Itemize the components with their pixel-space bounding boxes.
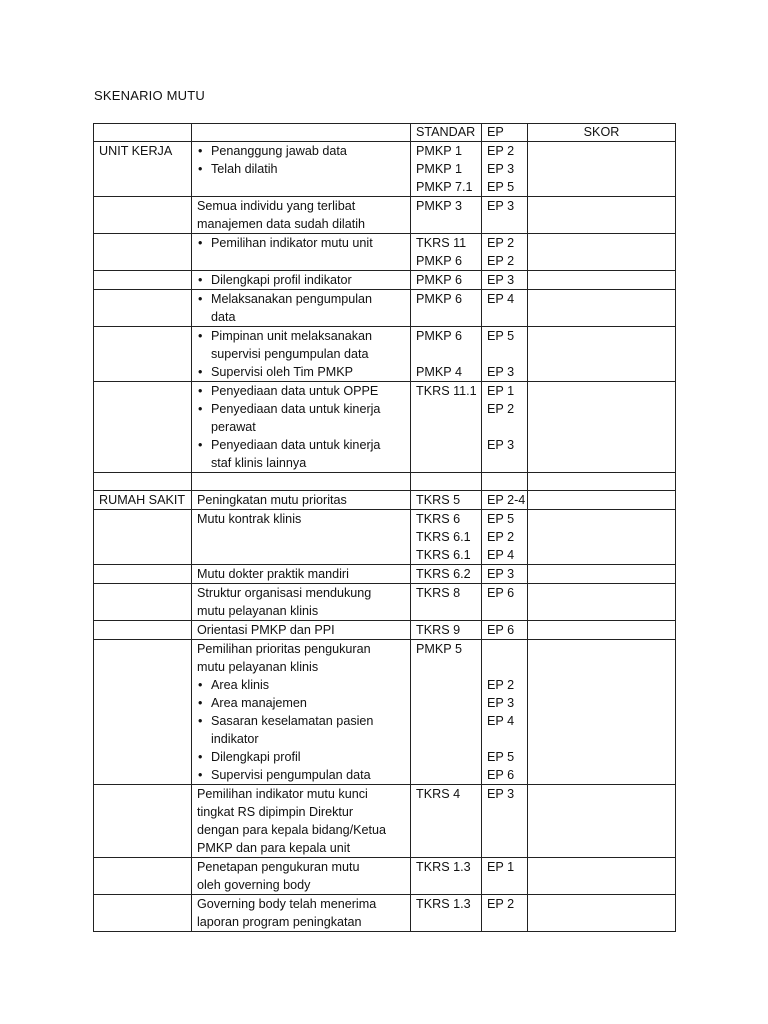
table-row [94,895,676,932]
section-label [94,584,192,621]
section-label: RUMAH SAKIT [94,491,192,510]
header-col1 [94,124,192,142]
section-label [94,271,192,290]
standar-cell [411,565,482,584]
ep-cell [482,785,528,858]
ep-cell [482,510,528,565]
skor-cell[interactable] [528,895,676,932]
quality-scenario-table [93,123,676,932]
empty-cell [411,473,482,491]
empty-cell [482,473,528,491]
standar-cell [411,895,482,932]
bullet-item: • Penanggung jawab data [197,142,405,160]
table-row [94,510,676,565]
empty-cell [192,473,411,491]
activity-cell [192,621,411,640]
section-label [94,327,192,382]
standar-value: TKRS 11 [416,236,467,250]
ep-cell [482,858,528,895]
bullet-item: • Dilengkapi profil [197,748,405,766]
table-row [94,271,676,290]
standar-cell [411,290,482,327]
activity-text: Semua individu yang terlibat [197,199,356,213]
skor-cell[interactable] [528,327,676,382]
ep-cell [482,327,528,382]
standar-value: PMKP 4 [416,365,462,379]
activity-cell [192,640,411,785]
header-row [94,124,676,142]
standar-value: TKRS 4 [416,787,461,801]
table-row [94,234,676,271]
skor-cell[interactable] [528,565,676,584]
table-row [94,858,676,895]
section-label: UNIT KERJA [94,142,192,197]
ep-value: EP 1 [487,860,515,874]
activity-text: Mutu kontrak klinis [197,512,302,526]
ep-value: EP 3 [487,696,515,710]
table-row [94,640,676,785]
bullet-item [197,436,405,472]
standar-value: TKRS 6.1 [416,548,471,562]
ep-cell [482,290,528,327]
bullet-text: • Penyediaan data untuk kinerja [211,402,381,416]
ep-value: EP 3 [487,787,515,801]
table-row [94,382,676,473]
bullet-item: • Dilengkapi profil indikator [197,271,405,289]
standar-value: PMKP 6 [416,254,462,268]
standar-cell [411,142,482,197]
section-label [94,290,192,327]
standar-cell [411,327,482,382]
standar-cell [411,785,482,858]
standar-value: PMKP 3 [416,199,462,213]
ep-cell [482,621,528,640]
bullet-item: • Area manajemen [197,694,405,712]
ep-cell [482,491,528,510]
ep-value [487,418,522,436]
standar-value: TKRS 9 [416,623,461,637]
section-label [94,510,192,565]
bullet-item: • Area klinis [197,676,405,694]
activity-cell [192,858,411,895]
ep-value: EP 2 [487,678,515,692]
bullet-item [197,400,405,436]
activity-cell [192,327,411,382]
bullet-text: • Sasaran keselamatan pasien [211,714,374,728]
bullet-text: staf klinis lainnya [211,456,307,470]
bullet-text: supervisi pengumpulan data [211,347,369,361]
bullet-text: data [211,310,236,324]
activity-cell [192,510,411,565]
ep-value [487,345,522,363]
standar-value: PMKP 1 [416,162,462,176]
ep-value: EP 2-4 [487,493,526,507]
activity-cell [192,142,411,197]
table-row [94,327,676,382]
skor-cell[interactable] [528,234,676,271]
activity-text: PMKP dan para kepala unit [197,841,351,855]
standar-value: PMKP 6 [416,329,462,343]
table-row [94,584,676,621]
skor-cell[interactable] [528,197,676,234]
standar-value: TKRS 1.3 [416,897,471,911]
section-label [94,234,192,271]
table-row [94,565,676,584]
header-skor: SKOR [528,124,676,142]
skor-cell[interactable] [528,621,676,640]
standar-cell [411,197,482,234]
activity-cell [192,234,411,271]
standar-value: TKRS 6 [416,512,461,526]
activity-cell [192,565,411,584]
standar-value: PMKP 6 [416,292,462,306]
activity-text: Pemilihan indikator mutu kunci [197,787,368,801]
activity-text: Struktur organisasi mendukung [197,586,372,600]
ep-value: EP 5 [487,329,515,343]
skor-cell[interactable] [528,858,676,895]
ep-value: EP 3 [487,365,515,379]
activity-cell [192,491,411,510]
bullet-item [197,712,405,748]
standar-value: TKRS 6.2 [416,567,471,581]
ep-value: EP 6 [487,623,515,637]
standar-cell [411,640,482,785]
ep-value: EP 5 [487,750,515,764]
ep-value: EP 3 [487,567,515,581]
bullet-item: • Telah dilatih [197,160,405,178]
header-standar: STANDAR [411,124,482,142]
section-label [94,197,192,234]
activity-text: mutu pelayanan klinis [197,660,319,674]
ep-cell [482,640,528,785]
ep-value: EP 2 [487,144,515,158]
section-label [94,621,192,640]
ep-value: EP 3 [487,162,515,176]
skor-cell[interactable] [528,142,676,197]
standar-cell [411,621,482,640]
bullet-item: • Penyediaan data untuk OPPE [197,382,405,400]
bullet-text: perawat [211,420,256,434]
ep-value: EP 4 [487,548,515,562]
activity-text: Orientasi PMKP dan PPI [197,623,335,637]
ep-cell [482,271,528,290]
activity-cell [192,197,411,234]
bullet-item [197,327,405,363]
ep-value: EP 5 [487,512,515,526]
ep-value: EP 4 [487,714,515,728]
ep-value: EP 2 [487,236,515,250]
skor-cell[interactable] [528,271,676,290]
standar-value: TKRS 5 [416,493,461,507]
table-row [94,290,676,327]
standar-cell [411,382,482,473]
standar-value: TKRS 8 [416,586,461,600]
ep-cell [482,234,528,271]
ep-value: EP 2 [487,530,515,544]
section-label [94,382,192,473]
skor-cell[interactable] [528,290,676,327]
bullet-item: • Supervisi pengumpulan data [197,766,405,784]
bullet-item [197,290,405,326]
standar-cell [411,510,482,565]
activity-cell [192,290,411,327]
ep-cell [482,565,528,584]
ep-value: EP 3 [487,273,515,287]
ep-value: EP 2 [487,402,515,416]
ep-cell [482,197,528,234]
ep-value: EP 2 [487,254,515,268]
header-ep: EP [482,124,528,142]
skor-cell[interactable] [528,510,676,565]
section-label [94,858,192,895]
activity-text: tingkat RS dipimpin Direktur [197,805,354,819]
ep-value: EP 1 [487,384,515,398]
empty-cell [94,473,192,491]
ep-value: EP 2 [487,897,515,911]
skor-cell[interactable] [528,382,676,473]
bullet-item: • Pemilihan indikator mutu unit [197,234,405,252]
document-title: SKENARIO MUTU [94,88,205,103]
standar-value: PMKP 7.1 [416,180,473,194]
bullet-text: • Penyediaan data untuk kinerja [211,438,381,452]
ep-value: EP 3 [487,438,515,452]
standar-cell [411,858,482,895]
section-label [94,640,192,785]
activity-cell [192,271,411,290]
activity-text: mutu pelayanan klinis [197,604,319,618]
activity-cell [192,584,411,621]
ep-value [487,658,522,676]
activity-text: oleh governing body [197,878,311,892]
ep-cell [482,895,528,932]
activity-text: laporan program peningkatan [197,915,362,929]
standar-value: TKRS 6.1 [416,530,471,544]
ep-cell [482,382,528,473]
empty-cell [528,473,676,491]
standar-value: TKRS 1.3 [416,860,471,874]
ep-value: EP 5 [487,180,515,194]
ep-value: EP 4 [487,292,515,306]
bullet-item: • Supervisi oleh Tim PMKP [197,363,405,381]
standar-cell [411,491,482,510]
standar-value: PMKP 5 [416,642,462,656]
activity-text: Penetapan pengukuran mutu [197,860,360,874]
ep-value [487,640,522,658]
table-row [94,621,676,640]
table-row [94,197,676,234]
standar-value: TKRS 11.1 [416,384,477,398]
activity-text: manajemen data sudah dilatih [197,217,366,231]
section-label [94,895,192,932]
standar-value: PMKP 1 [416,144,462,158]
bullet-text: indikator [211,732,259,746]
section-label [94,565,192,584]
skor-cell[interactable] [528,491,676,510]
ep-cell [482,142,528,197]
bullet-text: • Pimpinan unit melaksanakan [211,329,373,343]
activity-text: Peningkatan mutu prioritas [197,493,347,507]
standar-cell [411,234,482,271]
empty-row [94,473,676,491]
ep-value [487,730,522,748]
skor-cell[interactable] [528,640,676,785]
table-row [94,142,676,197]
standar-cell [411,584,482,621]
activity-text: Pemilihan prioritas pengukuran [197,642,371,656]
table-row [94,785,676,858]
ep-value: EP 6 [487,586,515,600]
activity-cell [192,382,411,473]
table-row [94,491,676,510]
standar-value: PMKP 6 [416,273,462,287]
section-label [94,785,192,858]
ep-value: EP 3 [487,199,515,213]
activity-text: Mutu dokter praktik mandiri [197,567,349,581]
standar-cell [411,271,482,290]
ep-value: EP 6 [487,768,515,782]
skor-cell[interactable] [528,785,676,858]
ep-cell [482,584,528,621]
bullet-text: • Melaksanakan pengumpulan [211,292,373,306]
standar-value [416,345,476,363]
activity-cell [192,785,411,858]
activity-cell [192,895,411,932]
activity-text: dengan para kepala bidang/Ketua [197,823,387,837]
skor-cell[interactable] [528,584,676,621]
header-col2 [192,124,411,142]
activity-text: Governing body telah menerima [197,897,377,911]
